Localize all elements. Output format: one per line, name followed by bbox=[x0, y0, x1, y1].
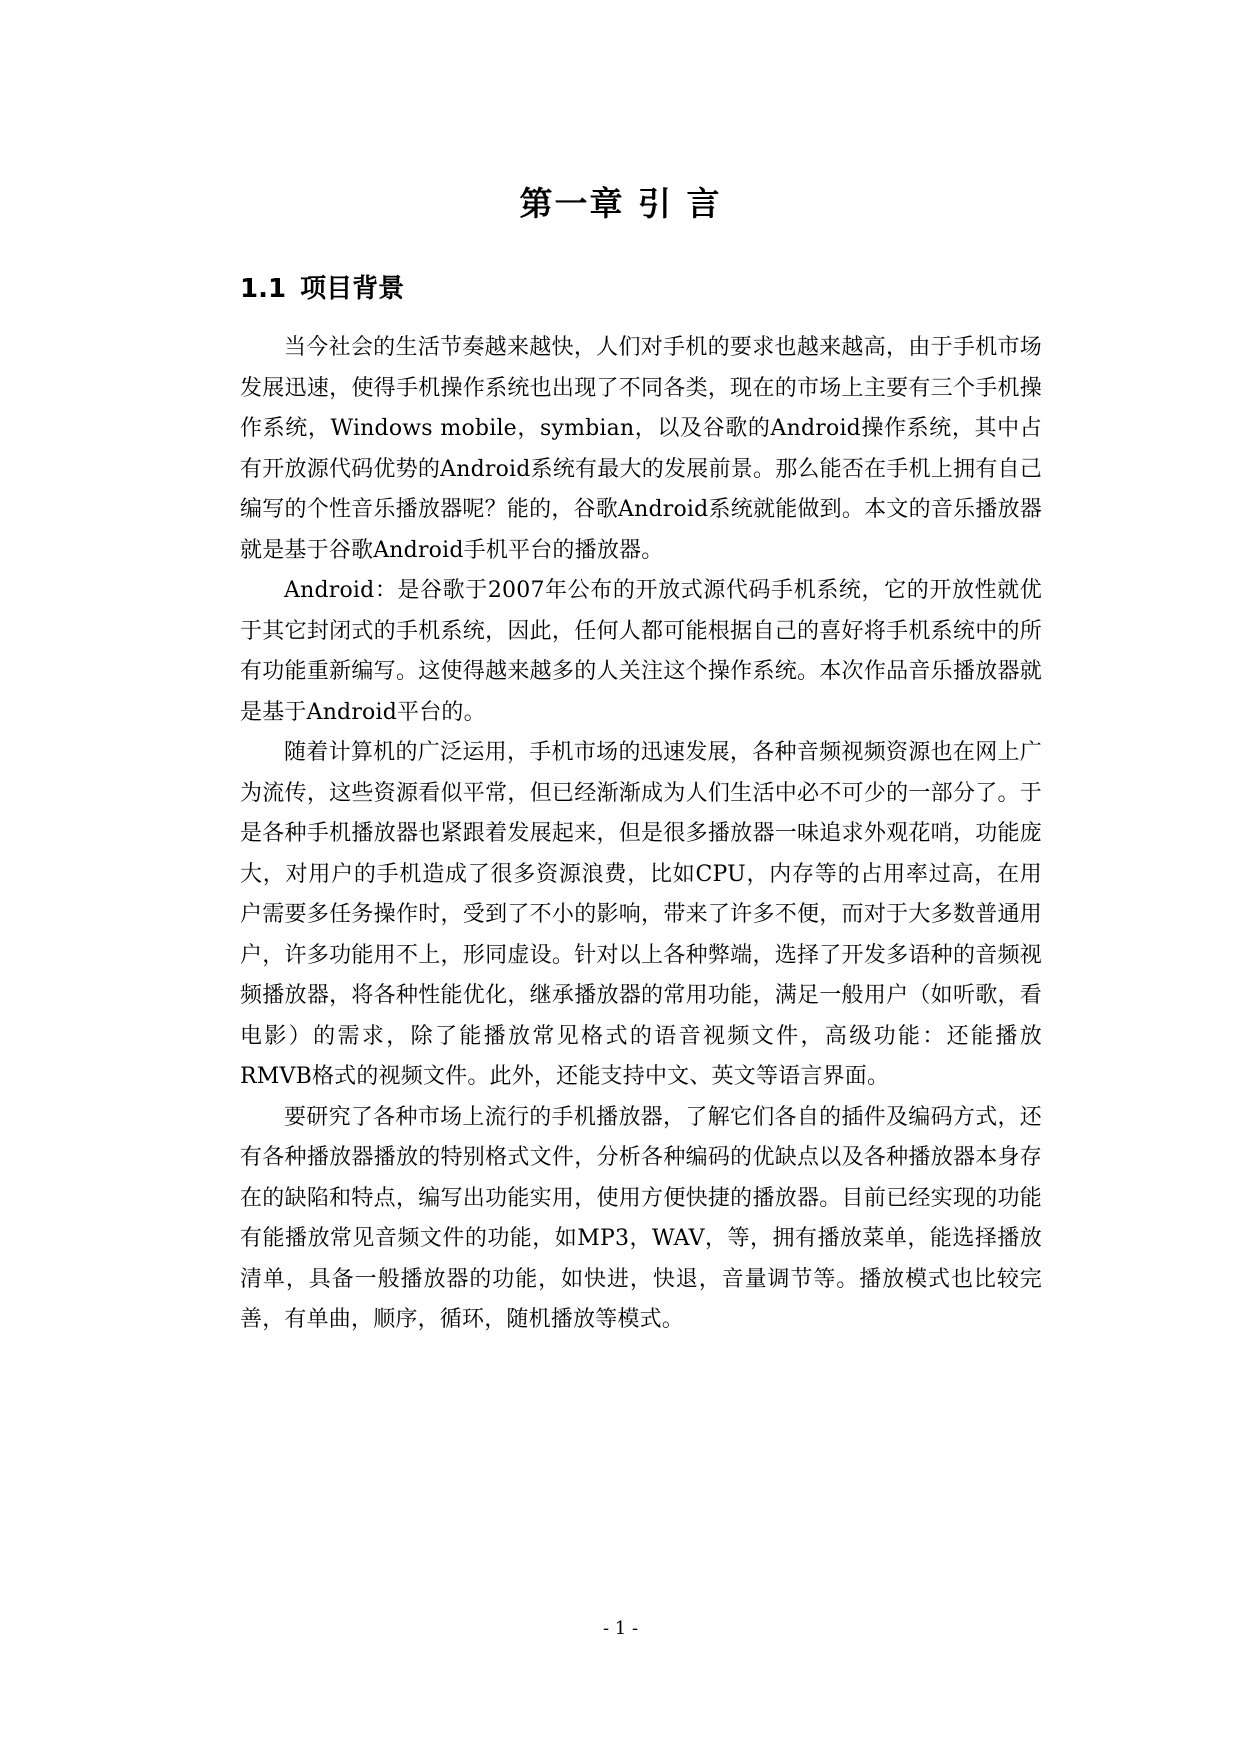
page-number: - 1 - bbox=[602, 1618, 639, 1639]
chapter-title: 第一章 引 言 bbox=[519, 184, 722, 223]
paragraph-4: 要研究了各种市场上流行的手机播放器，了解它们各自的插件及编码方式，还有各种播放器播放的特别格式文件，分析各种编码的优缺点以及各种播放器本身存在的缺陷和特点，编写出功能实用，使用方便快捷的播放器。目前已经实现的功能有能播放常见音频文件的功能，如MP3，WAV，等，拥有播放菜单，能选择播放清单，具备一般播放器的功能，如快进，快退，音量调节等。播放模式也比较完善，有单曲，顺序，循环，随机播放等模式。 bbox=[240, 1104, 1042, 1332]
section-number: 1.1 bbox=[240, 274, 287, 304]
paragraph-2: Android：是谷歌于2007年公布的开放式源代码手机系统，它的开放性就优于其它封闭式的手机系统，因此，任何人都可能根据自己的喜好将手机系统中的所有功能重新编写。这使得越来越多的人关注这个操作系统。本次作品音乐播放器就是基于Android平台的。 bbox=[240, 578, 1042, 725]
paragraph-1: 当今社会的生活节奏越来越快，人们对手机的要求也越来越高，由于手机市场发展迅速，使得手机操作系统也出现了不同各类，现在的市场上主要有三个手机操作系统，Windows mobile，symbian，以及谷歌的Android操作系统，其中占有开放源代码优势的Android系统有最大的发展前景。那么能否在手机上拥有自己编写的个性音乐播放器呢？能的，谷歌Android系统就能做到。本文的音乐播放器就是基于谷歌Android手机平台的播放器。 bbox=[240, 335, 1042, 563]
body-text bbox=[240, 328, 1042, 1341]
section-title: 项目背景 bbox=[300, 274, 405, 304]
paragraph-3: 随着计算机的广泛运用，手机市场的迅速发展，各种音频视频资源也在网上广为流传，这些资源看似平常，但已经渐渐成为人们生活中必不可少的一部分了。于是各种手机播放器也紧跟着发展起来，但是很多播放器一味追求外观花哨，功能庞大，对用户的手机造成了很多资源浪费，比如CPU，内存等的占用率过高，在用户需要多任务操作时，受到了不小的影响，带来了许多不便，而对于大多数普通用户，许多功能用不上，形同虚设。针对以上各种弊端，选择了开发多语种的音频视频播放器，将各种性能优化，继承播放器的常用功能，满足一般用户（如听歌，看电影）的需求，除了能播放常见格式的语音视频文件，高级功能：还能播放RMVB格式的视频文件。此外，还能支持中文、英文等语言界面。 bbox=[240, 740, 1042, 1089]
section-heading bbox=[240, 268, 404, 305]
